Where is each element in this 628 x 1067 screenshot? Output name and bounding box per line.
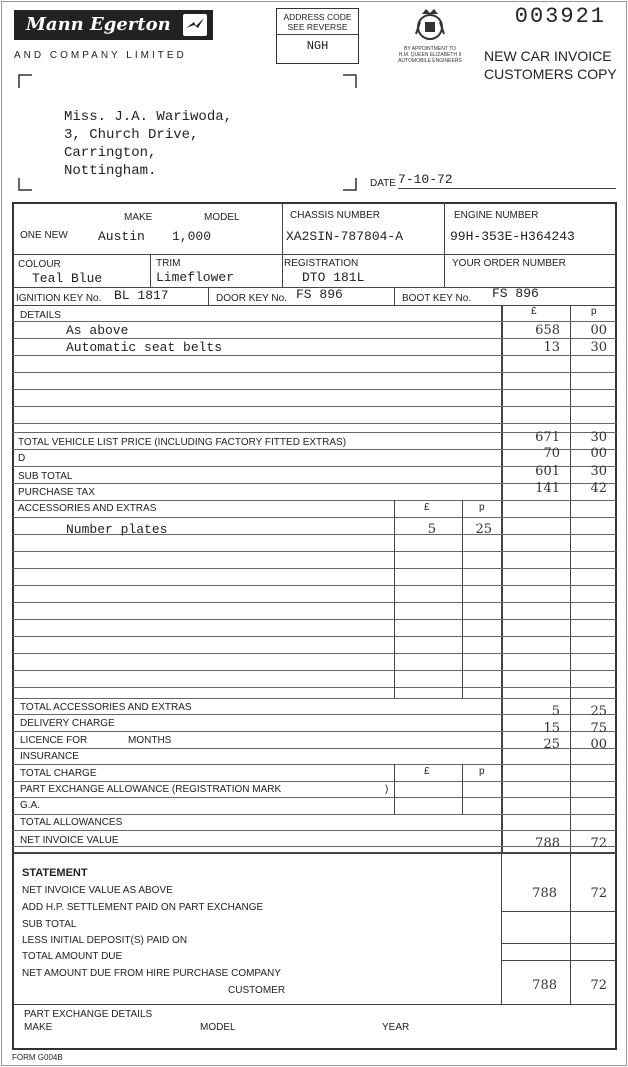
detail-item-1: As above xyxy=(66,323,129,338)
form-rule xyxy=(12,372,617,373)
form-rule xyxy=(12,321,617,322)
details-pound-header: £ xyxy=(531,306,537,317)
accessories-pence-header: p xyxy=(479,502,485,513)
delivery-pounds: 15 xyxy=(543,721,560,736)
list-price-label: TOTAL VEHICLE LIST PRICE (INCLUDING FACTORY FITTED EXTRAS) xyxy=(18,437,347,448)
trim-label: TRIM xyxy=(156,258,181,269)
net-invoice-label: NET INVOICE VALUE xyxy=(20,835,119,846)
model-label: MODEL xyxy=(204,212,240,223)
company-sub: AND COMPANY LIMITED xyxy=(14,50,187,61)
customer-line-1: Miss. J.A. Wariwoda, xyxy=(64,109,233,125)
px-pence-header: p xyxy=(479,766,485,777)
boot-label: BOOT KEY No. xyxy=(402,293,472,304)
detail-item-2: Automatic seat belts xyxy=(66,340,223,355)
px-model-label: MODEL xyxy=(200,1022,236,1033)
door-label: DOOR KEY No. xyxy=(216,293,287,304)
detail-item-1-pence: 00 xyxy=(590,323,607,338)
form-rule xyxy=(12,500,617,501)
door-value: FS 896 xyxy=(296,287,343,302)
royal-warrant-line-1: BY APPOINTMENT TO xyxy=(404,46,456,52)
form-code: FORM G004B xyxy=(12,1053,63,1062)
form-rule xyxy=(12,602,617,603)
form-rule xyxy=(12,619,617,620)
boot-value: FS 896 xyxy=(492,286,539,301)
engine-label: ENGINE NUMBER xyxy=(454,210,539,221)
statement-sub-total-label: SUB TOTAL xyxy=(22,919,77,930)
px-year-label: YEAR xyxy=(382,1022,410,1033)
sub-total-pence: 30 xyxy=(590,464,607,479)
px-pound-header: £ xyxy=(424,766,430,777)
royal-warrant-line-2: H.M. QUEEN ELIZABETH II xyxy=(398,52,462,58)
address-code-box xyxy=(276,8,359,64)
delivery-pence: 75 xyxy=(590,721,607,736)
company-logo xyxy=(14,10,213,40)
colour-value: Teal Blue xyxy=(32,271,103,286)
address-code-value: NGH xyxy=(306,39,329,53)
form-rule xyxy=(12,653,617,654)
statement-title: STATEMENT xyxy=(22,867,88,879)
make-label: MAKE xyxy=(124,212,153,223)
statement-hp-label: ADD H.P. SETTLEMENT PAID ON PART EXCHANGE xyxy=(22,902,264,913)
statement-net-label: NET INVOICE VALUE AS ABOVE xyxy=(22,885,173,896)
statement-customer-label: CUSTOMER xyxy=(228,985,286,996)
px-make-label: MAKE xyxy=(24,1022,53,1033)
d-label: D xyxy=(18,453,26,464)
statement-deposit-label: LESS INITIAL DEPOSIT(S) PAID ON xyxy=(22,935,188,946)
detail-item-2-pounds: 13 xyxy=(543,340,560,355)
form-rule xyxy=(12,687,617,688)
detail-item-2-pence: 30 xyxy=(590,340,607,355)
net-invoice-pence: 72 xyxy=(590,836,607,851)
form-rule xyxy=(12,670,617,671)
statement-hire-label: NET AMOUNT DUE FROM HIRE PURCHASE COMPANY xyxy=(22,968,281,979)
form-rule xyxy=(12,814,617,815)
total-charge-label: TOTAL CHARGE xyxy=(20,768,97,779)
licence-pence: 00 xyxy=(590,737,607,752)
royal-warrant xyxy=(390,46,470,64)
trim-value: Limeflower xyxy=(156,270,235,285)
form-rule xyxy=(12,698,617,699)
list-price-pounds: 671 xyxy=(535,430,560,445)
customer-line-3: Carrington, xyxy=(64,145,157,161)
order-label: YOUR ORDER NUMBER xyxy=(452,258,566,269)
form-rule xyxy=(12,517,617,518)
licence-label: LICENCE FOR xyxy=(20,735,88,746)
part-exchange-title: PART EXCHANGE DETAILS xyxy=(24,1009,153,1020)
make-value: Austin xyxy=(98,229,145,244)
form-rule xyxy=(12,423,617,424)
accessory-item-1: Number plates xyxy=(66,522,168,537)
insurance-label: INSURANCE xyxy=(20,751,79,762)
registration-label: REGISTRATION xyxy=(284,258,359,269)
d-pence: 00 xyxy=(590,446,607,461)
statement-net-pence: 72 xyxy=(590,886,607,901)
invoice-title-1: NEW CAR INVOICE xyxy=(484,48,612,64)
invoice-title-2: CUSTOMERS COPY xyxy=(484,66,617,82)
date-value: 7-10-72 xyxy=(398,172,453,187)
form-rule xyxy=(12,636,617,637)
form-rule xyxy=(12,355,617,356)
accessories-pound-header: £ xyxy=(424,502,430,513)
statement-customer-pounds: 788 xyxy=(532,978,557,993)
accessory-item-1-pence: 25 xyxy=(475,522,492,537)
form-rule xyxy=(12,781,617,782)
ga-label: G.A. xyxy=(20,800,41,811)
details-label: DETAILS xyxy=(20,310,61,321)
customer-line-4: Nottingham. xyxy=(64,163,157,179)
details-pence-header: p xyxy=(591,306,597,317)
form-rule xyxy=(12,585,617,586)
licence-pounds: 25 xyxy=(543,737,560,752)
form-rule xyxy=(12,406,617,407)
date-label: DATE xyxy=(370,178,396,189)
sub-total-pounds: 601 xyxy=(535,464,560,479)
statement-amount-due-label: TOTAL AMOUNT DUE xyxy=(22,951,123,962)
registration-value: DTO 181L xyxy=(302,270,365,285)
statement-net-pounds: 788 xyxy=(532,886,557,901)
address-code-label-1: ADDRESS CODE xyxy=(283,12,352,22)
invoice-number: 003921 xyxy=(514,4,606,29)
form-rule xyxy=(12,797,617,798)
licence-months-label: MONTHS xyxy=(128,735,172,746)
part-exchange-label: PART EXCHANGE ALLOWANCE (REGISTRATION MARK xyxy=(20,784,282,795)
purchase-tax-pence: 42 xyxy=(590,481,607,496)
sub-total-label: SUB TOTAL xyxy=(18,471,73,482)
total-accessories-label: TOTAL ACCESSORIES AND EXTRAS xyxy=(20,702,192,713)
colour-label: COLOUR xyxy=(18,259,61,270)
detail-item-1-pounds: 658 xyxy=(535,323,560,338)
model-value: 1,000 xyxy=(172,229,212,244)
one-new-label: ONE NEW xyxy=(20,230,68,241)
list-price-pence: 30 xyxy=(590,430,607,445)
royal-crest-icon xyxy=(410,6,450,44)
accessories-label: ACCESSORIES AND EXTRAS xyxy=(18,503,157,514)
customer-line-2: 3, Church Drive, xyxy=(64,127,199,143)
statement-customer-pence: 72 xyxy=(590,978,607,993)
form-rule xyxy=(12,389,617,390)
customer-address xyxy=(64,108,232,180)
ignition-label: IGNITION KEY No. xyxy=(16,293,102,304)
form-rule xyxy=(12,568,617,569)
royal-warrant-line-3: AUTOMOBILE ENGINEERS xyxy=(398,58,462,64)
form-rule xyxy=(12,338,617,339)
bird-logo-icon xyxy=(183,14,207,36)
part-exchange-close: ) xyxy=(385,784,389,795)
ignition-value: BL 1817 xyxy=(114,288,169,303)
address-code-label-2: SEE REVERSE xyxy=(287,22,348,32)
total-accessories-pounds: 5 xyxy=(551,704,560,719)
net-invoice-pounds: 788 xyxy=(535,836,560,851)
total-allowances-label: TOTAL ALLOWANCES xyxy=(20,817,123,828)
purchase-tax-label: PURCHASE TAX xyxy=(18,487,95,498)
form-rule xyxy=(12,551,617,552)
d-pounds: 70 xyxy=(543,446,560,461)
chassis-value: XA2SIN-787804-A xyxy=(286,229,404,244)
delivery-label: DELIVERY CHARGE xyxy=(20,718,115,729)
company-name: Mann Egerton xyxy=(26,14,171,35)
chassis-label: CHASSIS NUMBER xyxy=(290,210,381,221)
total-accessories-pence: 25 xyxy=(590,704,607,719)
engine-value: 99H-353E-H364243 xyxy=(450,229,575,244)
form-rule xyxy=(12,764,617,765)
form-rule xyxy=(12,830,617,831)
accessory-item-1-pounds: 5 xyxy=(427,522,436,537)
purchase-tax-pounds: 141 xyxy=(535,481,560,496)
